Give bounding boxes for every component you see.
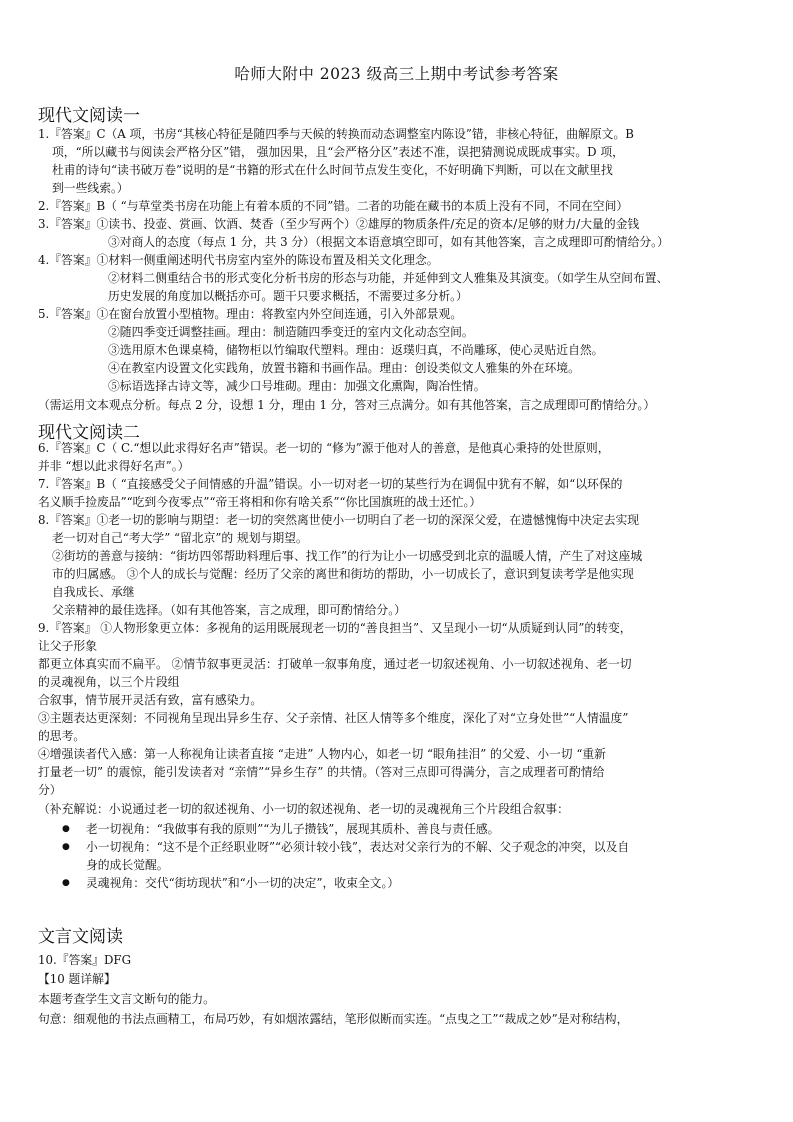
answer-9-line-5: 合叙事，情节展开灵活有致，富有感染力。: [38, 693, 263, 707]
answer-8-line-3: ②街坊的善意与接纳：“街坊四邻帮助料理后事、找工作”的行为让小一切感受到北京的温暖人情，产生了对这座城: [52, 549, 643, 563]
answer-5-note: （需运用文本观点分析。每点 2 分，设想 1 分，理由 1 分，答对三点满分。如有其他答案，言之成理即可酌情给分。）: [38, 398, 656, 412]
bullet-item-3: 灵魂视角：交代“街坊现状”和“小一切的决定”，收束全文。）: [86, 876, 400, 890]
bullet-dot: ●: [62, 842, 70, 852]
answer-4-line-3: 历史发展的角度加以概括亦可。题干只要求概括，不需要过多分析。）: [108, 289, 468, 303]
answer-9-line-6: ③主题表达更深刻：不同视角呈现出异乡生存、父子亲情、社区人情等多个维度，深化了对“立身处世”“人情温度”: [38, 711, 629, 725]
answer-7-line-1: 7.『答案』B（ “直接感受父子间情感的升温”错误。小一切对老一切的某些行为在调侃中犹有不解，如“以环保的: [38, 477, 623, 491]
answer-8-line-1: 8.『答案』①老一切的影响与期望：老一切的突然离世使小一切明白了老一切的深深父爱，在遗憾愧悔中决定去实现: [38, 513, 640, 527]
answer-9-supplement: （补充解说：小说通过老一切的叙述视角、小一切的叙述视角、老一切的灵魂视角三个片段组合叙事：: [38, 802, 569, 816]
answer-9-line-1: 9.『答案』 ①人物形象更立体：多视角的运用既展现老一切的“善良担当”、又呈现小一切“从质疑到认同”的转变，: [38, 621, 632, 635]
answer-10-detail-line-2: 句意：细观他的书法点画精工，布局巧妙，有如烟浓露结，笔形似断而实连。“点曳之工”“裁成之妙”是对称结构，: [38, 1012, 629, 1026]
answer-8-line-6: 父亲精神的最佳选择。（如有其他答案，言之成理，即可酌情给分。）: [52, 603, 406, 617]
answer-4-line-2: ②材料二侧重结合书的形式变化分析书房的形态与功能，并延伸到文人雅集及其演变。（如学生从空间布置、: [108, 271, 669, 285]
answer-1-line-4: 到一些线索。）: [52, 181, 129, 195]
answer-1-line-3: 杜甫的诗句“读书破万卷”说明的是“书籍的形式在什么时间节点发生变化，不好明确下判断，可以在文献里找: [52, 163, 613, 177]
bullet-item-1: 老一切视角：“我做事有我的原则”“为儿子攒钱”，展现其质朴、善良与责任感。: [86, 822, 500, 836]
section-heading-classical: 文言文阅读: [38, 927, 123, 947]
answer-9-line-10: 分）: [38, 783, 62, 797]
answer-3-line-2: ③对商人的态度（每点 1 分，共 3 分）（根据文本语意填空即可，如有其他答案，言之成理即可酌情给分。）: [108, 235, 669, 249]
bullet-item-2-line-1: 小一切视角：“这不是个正经职业呀”“必须计较小钱”，表达对父亲行为的不解、父子观念的冲突，以及自: [86, 840, 630, 854]
answer-9-line-8: ④增强读者代入感：第一人称视角让读者直接 “走进” 人物内心，如老一切 “眼角挂泪” 的父爱、小一切 “重新: [38, 747, 606, 761]
bullet-item-2-line-2: 身的成长觉醒。: [86, 858, 169, 872]
section-heading-reading-1: 现代文阅读一: [38, 106, 140, 126]
answer-5-line-4: ④在教室内设置文化实践角，放置书籍和书画作品。理由：创设类似文人雅集的外在环境。: [108, 361, 580, 375]
answer-8-line-4: 市的归属感。 ③个人的成长与觉醒：经历了父亲的离世和街坊的帮助，小一切成长了，意识到复读考学是他实现: [52, 567, 634, 581]
answer-5-line-1: 5.『答案』①在窗台放置小型植物。理由：将教室内外空间连通，引入外部景观。: [38, 307, 463, 321]
section-heading-reading-2: 现代文阅读二: [38, 423, 140, 443]
answer-10-detail-line-1: 本题考查学生文言文断句的能力。: [38, 992, 215, 1006]
answer-9-line-2: 让父子形象: [38, 639, 97, 653]
answer-8-line-5: 自我成长、承继: [52, 585, 135, 599]
answer-3-line-1: 3.『答案』①读书、投壶、赏画、饮酒、焚香（至少写两个）②雄厚的物质条件/充足的资本/足够的财力/大量的金钱: [38, 217, 640, 231]
answer-9-line-3: 都更立体真实而不扁平。 ②情节叙事更灵活：打破单一叙事角度，通过老一切叙述视角、小一切叙述视角、老一切: [38, 657, 632, 671]
answer-6-line-2: 并非 “想以此求得好名声”。）: [38, 459, 190, 473]
answer-9-line-4: 的灵魂视角，以三个片段组: [38, 675, 180, 689]
answer-1-line-1: 1.『答案』C（A 项，书房“其核心特征是随四季与天候的转换而动态调整室内陈设”错，非核心特征，曲解原文。B: [38, 127, 634, 141]
answer-4-line-1: 4.『答案』①材料一侧重阐述明代书房室内室外的陈设布置及相关文化理念。: [38, 253, 439, 267]
answer-7-line-2: 名义顺手捡废品”“吃到今夜零点”“帝王将相和你有啥关系”“你比国旗班的战士还忙。）: [38, 495, 482, 509]
answer-5-line-5: ⑤标语选择古诗文等，减少口号堆砌。理由：加强文化熏陶，陶冶性情。: [108, 379, 486, 393]
bullet-dot: ●: [62, 824, 70, 834]
answer-2: 2.『答案』B（ “与草堂类书房在功能上有着本质的不同”错。二者的功能在藏书的本质上没有不同，不同在空间）: [38, 199, 629, 213]
answer-5-line-2: ②随四季变迁调整挂画。理由：制造随四季变迁的室内文化动态空间。: [108, 325, 474, 339]
answer-5-line-3: ③选用原木色课桌椅，储物柜以竹编取代塑料。理由：返璞归真，不尚雕琢，使心灵贴近自然。: [108, 343, 604, 357]
answer-10: 10.『答案』DFG: [38, 953, 132, 967]
answer-9-line-7: 的思考。: [38, 729, 86, 743]
answer-10-detail-heading: 【10 题详解】: [38, 972, 116, 986]
answer-6-line-1: 6.『答案』C（ C.“想以此求得好名声”错误。老一切的 “修为”源于他对人的善意，是他真心秉持的处世原则，: [38, 441, 610, 455]
answer-8-line-2: 老一切对自己“考大学” “留北京”的 规划与期望。: [52, 531, 308, 545]
answer-9-line-9: 打量老一切” 的震惊，能引发读者对 “亲情”“异乡生存” 的共情。（答对三点即可得满分，言之成理者可酌情给: [38, 765, 605, 779]
bullet-dot: ●: [62, 878, 70, 888]
page-title: 哈师大附中 2023 级高三上期中考试参考答案: [234, 65, 559, 83]
answer-1-line-2: 项，“所以藏书与阅读会严格分区”错， 强加因果，且“会严格分区”表述不准，误把猜测说成既成事实。D 项，: [52, 145, 624, 159]
